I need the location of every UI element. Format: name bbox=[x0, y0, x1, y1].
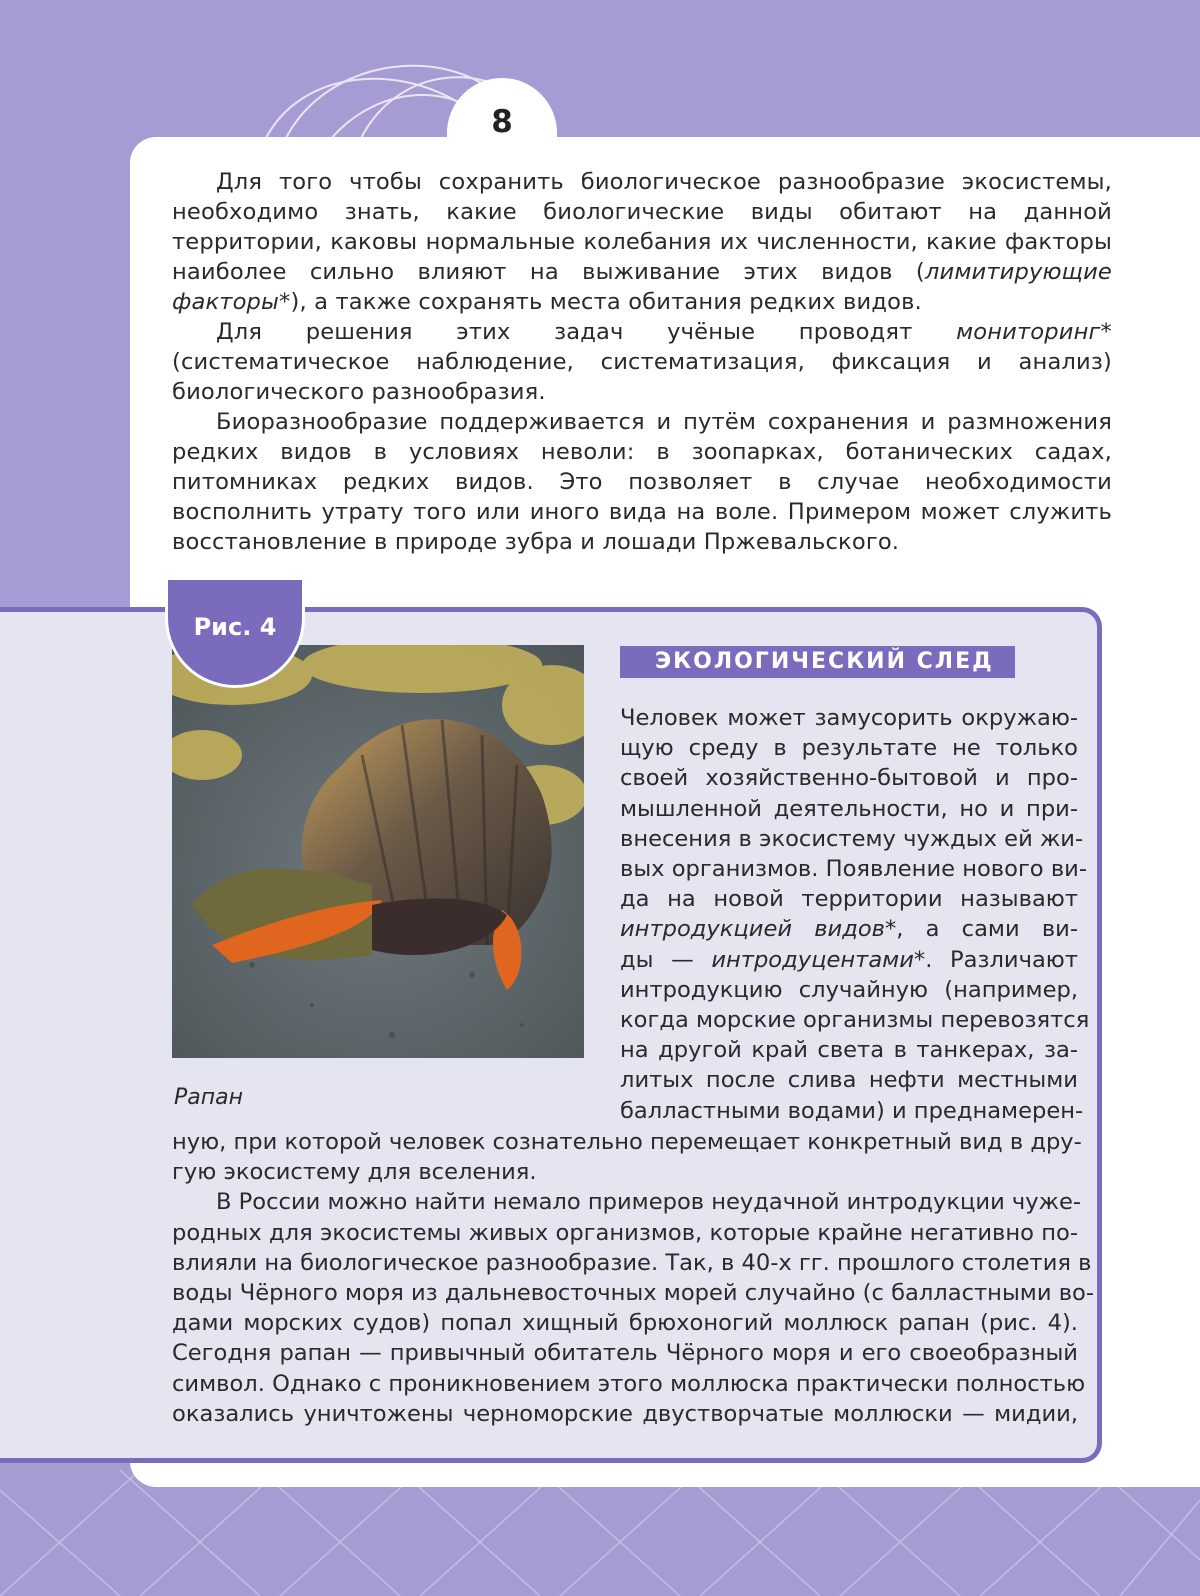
text-line: дами морских судов) попал хищный брюхоногий моллюск рапан (рис. 4). bbox=[172, 1310, 1078, 1337]
text-line: оказались уничтожены черноморские двустворчатые моллюски — мидии, bbox=[172, 1400, 1078, 1427]
text-line: Сегодня рапан — привычный обитатель Чёрного моря и его своеобразный bbox=[172, 1340, 1078, 1367]
text-line: на другой край света в танкерах, за- bbox=[620, 1037, 1078, 1064]
text-line: балластными водами) и преднамерен- bbox=[620, 1097, 1084, 1124]
text-line: мышленной деятельности, но и при- bbox=[620, 795, 1078, 822]
text-line: В России можно найти немало примеров неудачной интродукции чуже- bbox=[216, 1189, 1082, 1216]
box-body-text bbox=[172, 1127, 1094, 1429]
bottom-decoration bbox=[0, 1470, 1200, 1596]
intro-text bbox=[172, 167, 1112, 557]
figure-caption: Рапан bbox=[174, 1085, 243, 1110]
figure-label: Рис. 4 bbox=[165, 580, 305, 688]
text-line: своей хозяйственно-бытовой и про- bbox=[620, 765, 1078, 792]
text-line: интродукцией видов*, а сами ви- bbox=[620, 916, 1078, 943]
top-decoration bbox=[0, 0, 1200, 150]
text-line: интродукцию случайную (например, bbox=[620, 976, 1078, 1003]
text-line: да на новой территории называют bbox=[620, 886, 1078, 913]
text-line: Человек может замусорить окружаю- bbox=[620, 705, 1078, 731]
page-number: 8 bbox=[447, 78, 557, 168]
text-line: щую среду в результате не только bbox=[620, 735, 1078, 762]
intro-paragraph-3: Биоразнообразие поддерживается и путём сохранения и размножения редких видов в условиях неволи: в зоопарках, ботанических садах, питомниках редких видов. Это позволяет в случае необходимости восполнить утрату того или иного вида на воле. Примером может служить восстановление в природе зубра и лошади Пржевальского. bbox=[172, 409, 1112, 555]
intro-paragraph-2: Для решения этих задач учёные проводят мониторинг* (систематическое наблюдение, систематизация, фиксация и анализ) биологического разнообразия. bbox=[172, 319, 1112, 405]
text-line: когда морские организмы перевозятся bbox=[620, 1007, 1090, 1034]
banner-column-text bbox=[620, 703, 1090, 1126]
text-line: родных для экосистемы живых организмов, которые крайне негативно по- bbox=[172, 1219, 1078, 1246]
text-line: внесения в экосистему чуждых ей жи- bbox=[620, 825, 1084, 852]
text-line: литых после слива нефти местными bbox=[620, 1067, 1078, 1094]
text-line: вых организмов. Появление нового ви- bbox=[620, 856, 1087, 883]
intro-paragraph-1: Для того чтобы сохранить биологическое разнообразие экосистемы, необходимо знать, какие биологические виды обитают на данной территории, каковы нормальные колебания их численности, какие факторы наиболее сильно влияют на выживание этих видов (лимитирующие факторы*), а также сохранять места обитания редких видов. bbox=[172, 169, 1112, 315]
text-line: гую экосистему для вселения. bbox=[172, 1159, 537, 1186]
text-line: ную, при которой человек сознательно перемещает конкретный вид в дру- bbox=[172, 1129, 1082, 1155]
section-banner: ЭКОЛОГИЧЕСКИЙ СЛЕД bbox=[620, 646, 1015, 678]
text-line: символ. Однако с проникновением этого моллюска практически полностью bbox=[172, 1370, 1086, 1397]
text-line: воды Чёрного моря из дальневосточных морей случайно (с балластными во- bbox=[172, 1280, 1094, 1307]
rapana-photo bbox=[172, 645, 584, 1058]
text-line: ды — интродуцентами*. Различают bbox=[620, 946, 1078, 973]
text-line: влияли на биологическое разнообразие. Так, в 40-х гг. прошлого столетия в bbox=[172, 1249, 1092, 1276]
